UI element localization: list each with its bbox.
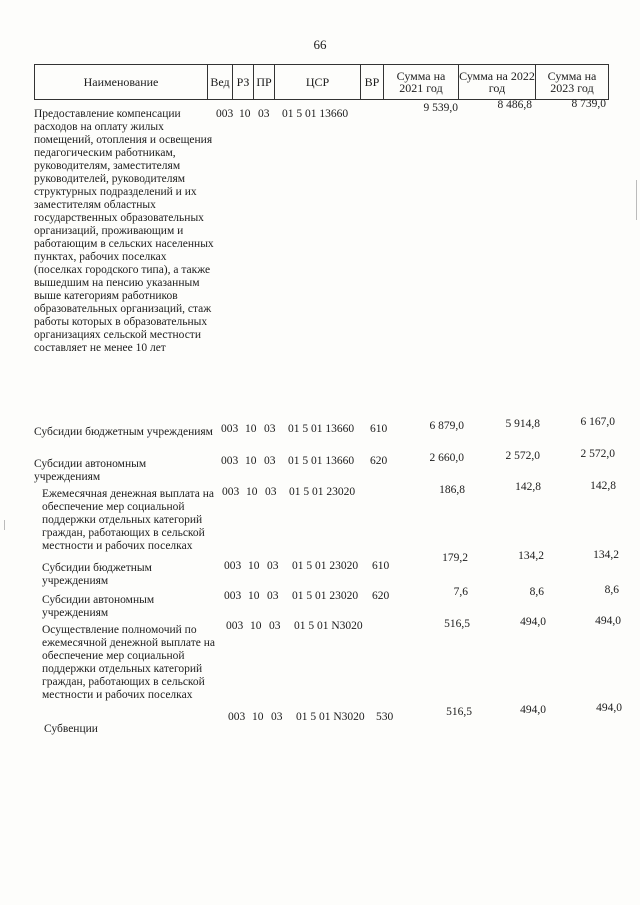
- row-sum-2021: 6 879,0: [429, 420, 464, 432]
- row-csr: 01 5 01 23020: [292, 560, 359, 572]
- row-sum-2023: 8,6: [604, 584, 619, 596]
- row-ved: 003: [224, 560, 242, 572]
- row-sum-2023: 8 739,0: [571, 98, 606, 110]
- row-csr: 01 5 01 N3020: [296, 711, 365, 723]
- header-sum-2023: Сумма на 2023 год: [536, 65, 609, 100]
- row-sum-2023: 142,8: [590, 480, 616, 492]
- row-rz: 10: [245, 455, 257, 467]
- row-name: Субсидии бюджетным учреждениям: [34, 426, 213, 438]
- budget-table-header: [34, 64, 609, 100]
- row-sum-2022: 494,0: [520, 616, 546, 628]
- row-sum-2023: 134,2: [593, 549, 619, 561]
- row-sum-2021: 7,6: [453, 586, 468, 598]
- row-vr: 610: [370, 423, 388, 435]
- row-sum-2022: 494,0: [520, 704, 546, 716]
- row-vr: 620: [370, 455, 388, 467]
- row-sum-2023: 494,0: [595, 615, 621, 627]
- row-sum-2022: 2 572,0: [505, 450, 540, 462]
- header-vr: ВР: [361, 65, 384, 100]
- row-csr: 01 5 01 23020: [292, 590, 359, 602]
- row-name: Предоставление компенсации расходов на оплату жилых помещений, отопления и освещения педагогическим работникам, руководителям, заместителям руководителей, руководителям структурных подразделений и их заместителям областных государственных образовательных организаций, проживающим и работающим в сельских населенных пунктах, рабочих поселках (поселках городского типа), а также вышедшим на пенсию указанным выше категориям работников образовательных организаций, стаж работы которых в образовательных организациях сельской местности составляет не менее 10 лет: [34, 108, 214, 354]
- row-csr: 01 5 01 13660: [288, 423, 355, 435]
- row-vr: 610: [372, 560, 390, 572]
- row-sum-2022: 134,2: [518, 550, 544, 562]
- page-number: 66: [313, 37, 327, 52]
- row-sum-2023: 6 167,0: [580, 416, 615, 428]
- row-pr: 03: [258, 108, 270, 120]
- row-name: Субвенции: [44, 723, 98, 735]
- header-sum-2022: Сумма на 2022 год: [459, 65, 536, 100]
- row-ved: 003: [221, 423, 239, 435]
- row-pr: 03: [267, 590, 279, 602]
- row-ved: 003: [228, 711, 246, 723]
- row-ved: 003: [224, 590, 242, 602]
- row-name: Субсидии бюджетным учреждениям: [42, 562, 152, 587]
- header-ved: Вед: [208, 65, 233, 100]
- row-name: Субсидии автономным учреждениям: [34, 458, 147, 483]
- row-name: Ежемесячная денежная выплата на обеспечение мер социальной поддержки отдельных категорий граждан, работающих в сельской местности и рабочих поселках: [42, 488, 215, 552]
- row-sum-2021: 516,5: [444, 618, 470, 630]
- row-sum-2022: 5 914,8: [505, 418, 540, 430]
- row-pr: 03: [271, 711, 283, 723]
- row-rz: 10: [250, 620, 262, 632]
- row-sum-2021: 516,5: [446, 706, 472, 718]
- header-csr: ЦСР: [275, 65, 361, 100]
- row-csr: 01 5 01 13660: [288, 455, 355, 467]
- row-rz: 10: [246, 486, 258, 498]
- row-sum-2021: 2 660,0: [429, 452, 464, 464]
- header-sum-2021: Сумма на 2021 год: [384, 65, 459, 100]
- scan-artifact: [4, 520, 5, 530]
- row-pr: 03: [267, 560, 279, 572]
- row-rz: 10: [248, 590, 260, 602]
- row-sum-2022: 8 486,8: [497, 99, 532, 111]
- row-ved: 003: [226, 620, 244, 632]
- header-rz: РЗ: [233, 65, 254, 100]
- row-sum-2022: 8,6: [529, 586, 544, 598]
- row-ved: 003: [216, 108, 234, 120]
- row-pr: 03: [269, 620, 281, 632]
- row-csr: 01 5 01 13660: [282, 108, 349, 120]
- row-csr: 01 5 01 N3020: [294, 620, 363, 632]
- row-vr: 530: [376, 711, 394, 723]
- row-sum-2022: 142,8: [515, 481, 541, 493]
- row-rz: 10: [252, 711, 264, 723]
- row-csr: 01 5 01 23020: [289, 486, 356, 498]
- scan-artifact: [636, 180, 637, 220]
- row-sum-2023: 494,0: [596, 702, 622, 714]
- row-name: Субсидии автономным учреждениям: [42, 594, 155, 619]
- row-rz: 10: [245, 423, 257, 435]
- header-pr: ПР: [254, 65, 275, 100]
- row-pr: 03: [264, 423, 276, 435]
- row-vr: 620: [372, 590, 390, 602]
- row-rz: 10: [239, 108, 251, 120]
- row-pr: 03: [265, 486, 277, 498]
- row-pr: 03: [264, 455, 276, 467]
- row-sum-2023: 2 572,0: [580, 448, 615, 460]
- row-ved: 003: [221, 455, 239, 467]
- row-sum-2021: 9 539,0: [423, 102, 458, 114]
- row-name: Осуществление полномочий по ежемесячной денежной выплате на обеспечение мер социальной поддержки отдельных категорий граждан, работающих в сельской местности и рабочих поселках: [42, 624, 215, 701]
- row-rz: 10: [248, 560, 260, 572]
- header-name: Наименование: [35, 65, 208, 100]
- row-ved: 003: [222, 486, 240, 498]
- row-sum-2021: 186,8: [439, 484, 465, 496]
- row-sum-2021: 179,2: [442, 552, 468, 564]
